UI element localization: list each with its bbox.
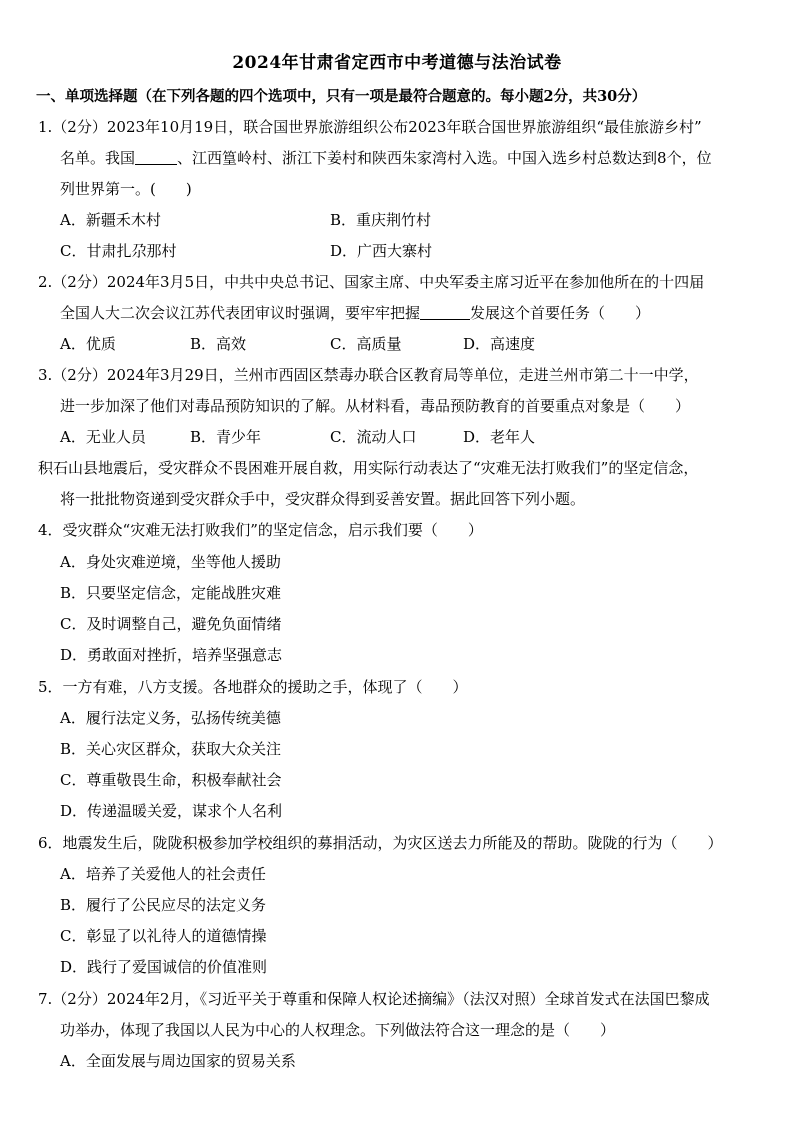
q7-option-a: A．全面发展与周边国家的贸易关系 [60, 1052, 296, 1070]
q1-option-b: B．重庆荆竹村 [330, 211, 432, 229]
q3-option-c: C．流动人口 [330, 428, 417, 446]
q2-line2 [60, 303, 650, 323]
q5-line1: 5．一方有难，八方支援。各地群众的援助之手，体现了（ ） [38, 678, 468, 696]
q4-line1: 4．受灾群众“灾难无法打败我们”的坚定信念，启示我们要（ ） [38, 521, 483, 539]
q2-blank [420, 305, 470, 320]
q1-option-d: D．广西大寨村 [330, 242, 433, 260]
q2-line1: 2.（2分）2024年3月5日，中共中央总书记、国家主席、中央军委主席习近平在参加他所在的十四届 [38, 273, 705, 291]
q4-option-b: B．只要坚定信念，定能战胜灾难 [60, 584, 282, 602]
q4-option-a: A．身处灾难逆境，坐等他人援助 [60, 553, 281, 571]
q3-line2: 进一步加深了他们对毒品预防知识的了解。从材料看，毒品预防教育的首要重点对象是（ ） [60, 397, 691, 415]
q2-option-a: A．优质 [60, 335, 116, 353]
q1-line2a: 名单。我国 [60, 149, 136, 167]
q6-option-b: B．履行了公民应尽的法定义务 [60, 896, 267, 914]
q1-line3: 列世界第一。( ) [60, 180, 192, 198]
q7-line2: 功举办，体现了我国以人民为中心的人权理念。下列做法符合这一理念的是（ ） [60, 1021, 616, 1039]
q2-option-d: D．高速度 [463, 335, 536, 353]
q5-option-a: A．履行法定义务，弘扬传统美德 [60, 709, 281, 727]
q1-blank [135, 150, 177, 165]
q3-option-b: B．青少年 [190, 428, 262, 446]
q1-option-a: A．新疆禾木村 [60, 211, 161, 229]
q6-option-c: C．彰显了以礼待人的道德情操 [60, 927, 267, 945]
q2-line2a: 全国人大二次会议江苏代表团审议时强调，要牢牢把握 [60, 304, 421, 322]
q3-option-a: A．无业人员 [60, 428, 146, 446]
page-title: 2024年甘肃省定西市中考道德与法治试卷 [232, 53, 562, 73]
q5-option-c: C．尊重敬畏生命，积极奉献社会 [60, 771, 282, 789]
q6-line1: 6．地震发生后，陇陇积极参加学校组织的募捐活动，为灾区送去力所能及的帮助。陇陇的行为（ ） [38, 834, 723, 852]
q1-line2 [60, 148, 712, 168]
q6-option-a: A．培养了关爱他人的社会责任 [60, 865, 266, 883]
q2-line2b: 发展这个首要任务（ ） [470, 304, 651, 322]
q5-option-b: B．关心灾区群众，获取大众关注 [60, 740, 282, 758]
q4-option-d: D．勇敢面对挫折，培养坚强意志 [60, 646, 283, 664]
q6-option-d: D．践行了爱国诚信的价值准则 [60, 958, 268, 976]
material-line1: 积石山县地震后，受灾群众不畏困难开展自救，用实际行动表达了“灾难无法打败我们”的坚定信念， [38, 459, 699, 477]
material-line2: 将一批批物资递到受灾群众手中，受灾群众得到妥善安置。据此回答下列小题。 [60, 490, 586, 508]
q5-option-d: D．传递温暖关爱，谋求个人名利 [60, 802, 283, 820]
q3-option-d: D．老年人 [463, 428, 536, 446]
q3-line1: 3.（2分）2024年3月29日，兰州市西固区禁毒办联合区教育局等单位，走进兰州市第二十一中学， [38, 366, 699, 384]
q4-option-c: C．及时调整自己，避免负面情绪 [60, 615, 282, 633]
q1-line2b: 、江西篁岭村、浙江下姜村和陕西朱家湾村入选。中国入选乡村总数达到8个，位 [177, 149, 712, 167]
section-heading: 一、单项选择题（在下列各题的四个选项中，只有一项是最符合题意的。每小题2分，共30分） [36, 88, 647, 105]
q7-line1: 7.（2分）2024年2月，《习近平关于尊重和保障人权论述摘编》（法汉对照）全球首发式在法国巴黎成 [38, 990, 710, 1008]
q1-line1: 1.（2分）2023年10月19日，联合国世界旅游组织公布2023年联合国世界旅游组织“最佳旅游乡村” [38, 118, 702, 136]
q1-option-c: C．甘肃扎尕那村 [60, 242, 177, 260]
q2-option-c: C．高质量 [330, 335, 402, 353]
q2-option-b: B．高效 [190, 335, 247, 353]
